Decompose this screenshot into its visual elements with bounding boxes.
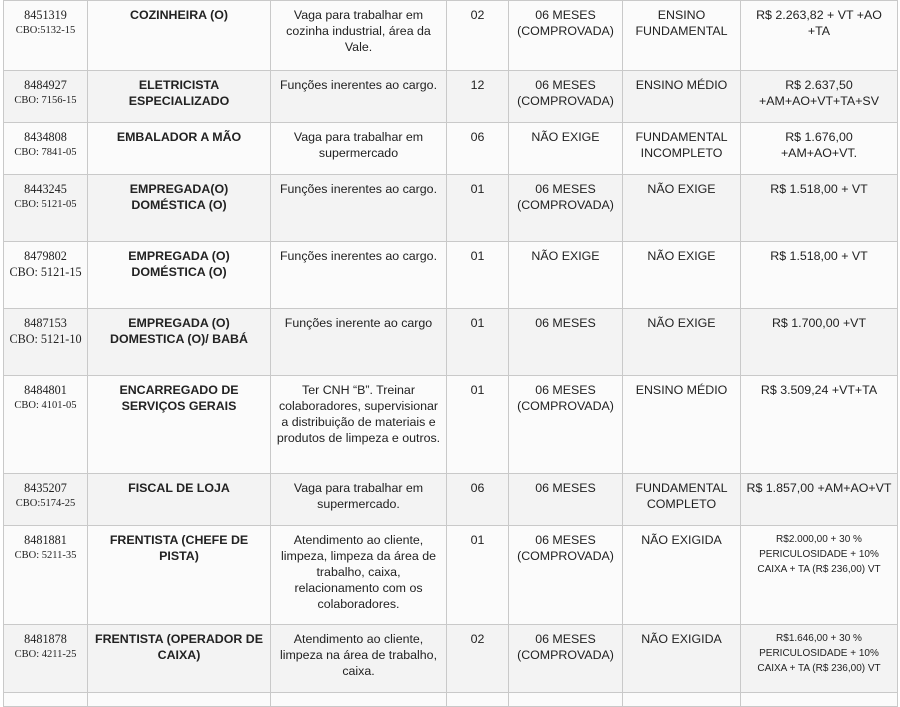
job-code-cell xyxy=(4,376,88,474)
table-row xyxy=(4,71,898,123)
job-code-cell xyxy=(4,71,88,123)
job-code: 8435207 xyxy=(24,481,67,495)
salary-benefits: R$ 1.676,00 +AM+AO+VT. xyxy=(741,123,898,175)
job-code: 8487153 xyxy=(24,316,67,330)
job-description: Ter CNH “B”. Treinar colaboradores, supervisionar a distribuição de materiais e produtos de limpeza e outros. xyxy=(271,376,447,474)
cbo-code: CBO:5174-25 xyxy=(15,498,76,509)
job-title: EMPREGADA (O) DOMÉSTICA (O) xyxy=(88,242,271,309)
salary-benefits: R$ 1.857,00 +AM+AO+VT xyxy=(741,474,898,526)
education-requirement: ENSINO MÉDIO xyxy=(623,71,741,123)
job-description: Vaga para trabalhar em supermercado xyxy=(271,123,447,175)
table-row xyxy=(4,526,898,625)
education-requirement: ENSINO FUNDAMENTAL xyxy=(623,1,741,71)
salary-benefits: R$ 2.637,50 +AM+AO+VT+TA+SV xyxy=(741,71,898,123)
empty-cell xyxy=(741,693,898,707)
table-row xyxy=(4,175,898,242)
education-requirement: NÃO EXIGE xyxy=(623,242,741,309)
experience-requirement: NÃO EXIGE xyxy=(509,123,623,175)
job-listings-table xyxy=(3,0,898,707)
cbo-code: CBO: 5211-35 xyxy=(14,550,77,561)
job-title: EMBALADOR A MÃO xyxy=(88,123,271,175)
empty-cell xyxy=(88,693,271,707)
job-code-cell xyxy=(4,175,88,242)
job-code-cell xyxy=(4,123,88,175)
job-title: FRENTISTA (OPERADOR DE CAIXA) xyxy=(88,625,271,693)
job-description: Atendimento ao cliente, limpeza, limpeza da área de trabalho, caixa, relacionamento com os colaboradores. xyxy=(271,526,447,625)
vacancy-count: 01 xyxy=(447,175,509,242)
vacancy-count: 02 xyxy=(447,625,509,693)
job-code: 8481881 xyxy=(24,533,67,547)
empty-cell xyxy=(623,693,741,707)
empty-cell xyxy=(447,693,509,707)
job-title: FRENTISTA (CHEFE DE PISTA) xyxy=(88,526,271,625)
table-row xyxy=(4,242,898,309)
table-row xyxy=(4,1,898,71)
cbo-code: CBO:5132-15 xyxy=(15,25,76,36)
experience-requirement: 06 MESES xyxy=(509,474,623,526)
job-description: Funções inerentes ao cargo. xyxy=(271,71,447,123)
education-requirement: ENSINO MÉDIO xyxy=(623,376,741,474)
job-code: 8481878 xyxy=(24,632,67,646)
job-title: ELETRICISTA ESPECIALIZADO xyxy=(88,71,271,123)
cbo-code: CBO: 5121-10 xyxy=(9,332,82,346)
education-requirement: FUNDAMENTAL INCOMPLETO xyxy=(623,123,741,175)
job-title: COZINHEIRA (O) xyxy=(88,1,271,71)
job-code: 8484801 xyxy=(24,383,67,397)
empty-cell xyxy=(509,693,623,707)
job-title: EMPREGADA (O) DOMESTICA (O)/ BABÁ xyxy=(88,309,271,376)
job-code-cell xyxy=(4,474,88,526)
salary-benefits: R$ 1.518,00 + VT xyxy=(741,242,898,309)
education-requirement: FUNDAMENTAL COMPLETO xyxy=(623,474,741,526)
vacancy-count: 01 xyxy=(447,309,509,376)
education-requirement: NÃO EXIGIDA xyxy=(623,526,741,625)
table-row-partial xyxy=(4,693,898,707)
table-row xyxy=(4,625,898,693)
table-row xyxy=(4,376,898,474)
experience-requirement: 06 MESES (COMPROVADA) xyxy=(509,175,623,242)
table-row xyxy=(4,309,898,376)
table-row xyxy=(4,474,898,526)
table-row xyxy=(4,123,898,175)
salary-benefits: R$ 3.509,24 +VT+TA xyxy=(741,376,898,474)
cbo-code: CBO: 7841-05 xyxy=(14,147,77,158)
job-description: Atendimento ao cliente, limpeza na área de trabalho, caixa. xyxy=(271,625,447,693)
job-code-cell xyxy=(4,526,88,625)
cbo-code: CBO: 7156-15 xyxy=(14,95,77,106)
job-description: Funções inerentes ao cargo. xyxy=(271,242,447,309)
job-code: 8484927 xyxy=(24,78,67,92)
experience-requirement: 06 MESES (COMPROVADA) xyxy=(509,71,623,123)
job-description: Funções inerentes ao cargo. xyxy=(271,175,447,242)
job-code: 8451319 xyxy=(24,8,67,22)
empty-cell xyxy=(271,693,447,707)
vacancy-count: 02 xyxy=(447,1,509,71)
salary-benefits: R$2.000,00 + 30 % PERICULOSIDADE + 10% CAIXA + TA (R$ 236,00) VT xyxy=(741,526,898,625)
education-requirement: NÃO EXIGIDA xyxy=(623,625,741,693)
education-requirement: NÃO EXIGE xyxy=(623,309,741,376)
job-description: Vaga para trabalhar em cozinha industrial, área da Vale. xyxy=(271,1,447,71)
experience-requirement: 06 MESES (COMPROVADA) xyxy=(509,1,623,71)
vacancy-count: 01 xyxy=(447,526,509,625)
vacancy-count: 12 xyxy=(447,71,509,123)
job-description: Funções inerente ao cargo xyxy=(271,309,447,376)
vacancy-count: 06 xyxy=(447,123,509,175)
job-code: 8443245 xyxy=(24,182,67,196)
experience-requirement: 06 MESES (COMPROVADA) xyxy=(509,526,623,625)
salary-benefits: R$ 1.518,00 + VT xyxy=(741,175,898,242)
cbo-code: CBO: 5121-15 xyxy=(9,265,82,279)
job-title: FISCAL DE LOJA xyxy=(88,474,271,526)
empty-cell xyxy=(4,693,88,707)
job-description: Vaga para trabalhar em supermercado. xyxy=(271,474,447,526)
job-code: 8479802 xyxy=(24,249,67,263)
experience-requirement: 06 MESES (COMPROVADA) xyxy=(509,376,623,474)
vacancy-count: 01 xyxy=(447,376,509,474)
job-title: ENCARREGADO DE SERVIÇOS GERAIS xyxy=(88,376,271,474)
vacancy-count: 01 xyxy=(447,242,509,309)
education-requirement: NÃO EXIGE xyxy=(623,175,741,242)
vacancy-count: 06 xyxy=(447,474,509,526)
job-code-cell xyxy=(4,242,88,309)
cbo-code: CBO: 4211-25 xyxy=(14,649,77,660)
salary-benefits: R$1.646,00 + 30 % PERICULOSIDADE + 10% CAIXA + TA (R$ 236,00) VT xyxy=(741,625,898,693)
job-code-cell xyxy=(4,625,88,693)
experience-requirement: NÃO EXIGE xyxy=(509,242,623,309)
salary-benefits: R$ 2.263,82 + VT +AO +TA xyxy=(741,1,898,71)
salary-benefits: R$ 1.700,00 +VT xyxy=(741,309,898,376)
experience-requirement: 06 MESES xyxy=(509,309,623,376)
cbo-code: CBO: 5121-05 xyxy=(14,199,77,210)
job-code-cell xyxy=(4,1,88,71)
job-code-cell xyxy=(4,309,88,376)
experience-requirement: 06 MESES (COMPROVADA) xyxy=(509,625,623,693)
cbo-code: CBO: 4101-05 xyxy=(14,400,77,411)
job-title: EMPREGADA(O) DOMÉSTICA (O) xyxy=(88,175,271,242)
job-code: 8434808 xyxy=(24,130,67,144)
